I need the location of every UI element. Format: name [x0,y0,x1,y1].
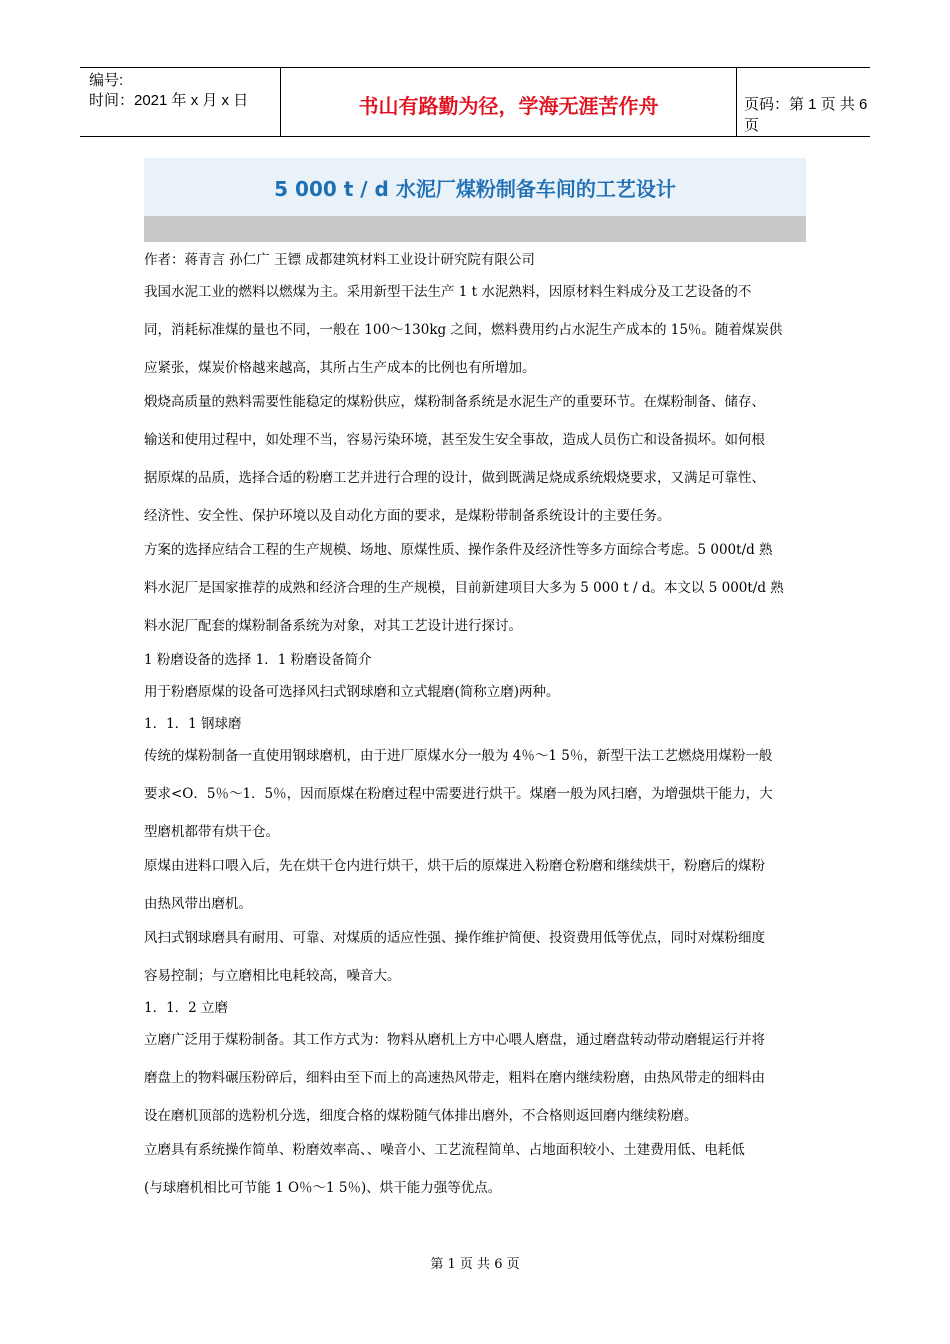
doc-time-label: 时间：2021 年 x 月 x 日 [89,92,249,109]
document-title: 5 000 t / d 水泥厂煤粉制备车间的工艺设计 [274,177,676,201]
body-line: 我国水泥工业的燃料以燃煤为主。采用新型干法生产 1 t 水泥熟料，因原材料生料成分及工艺设备的不 [144,284,752,300]
body-line: (与球磨机相比可节能 1 O％～1 5％)、烘干能力强等优点。 [144,1180,502,1196]
body-line: 1 粉磨设备的选择 1．1 粉磨设备简介 [144,652,372,668]
body-line: 立磨具有系统操作简单、粉磨效率高、、噪音小、工艺流程简单、占地面积较小、土建费用低、电耗低 [144,1142,745,1158]
body-line: 设在磨机顶部的选粉机分选，细度合格的煤粉随气体排出磨外，不合格则返回磨内继续粉磨。 [144,1108,698,1124]
body-line: 料水泥厂是国家推荐的成熟和经济合理的生产规模，目前新建项目大多为 5 000 t / d。本文以 5 000t/d 熟 [144,580,784,596]
header-motto-cell [280,68,737,136]
header-bottom-rule [80,136,870,137]
body-line: 传统的煤粉制备一直使用钢球磨机，由于进厂原煤水分一般为 4％～1 5％，新型干法工艺燃烧用煤粉一般 [144,748,773,764]
body-line: 由热风带出磨机。 [144,896,252,912]
body-line: 1．1．2 立磨 [144,1000,229,1016]
title-gray-bar [144,216,806,242]
body-line: 应紧张，煤炭价格越来越高，其所占生产成本的比例也有所增加。 [144,360,536,376]
header-page-cell [736,68,870,136]
body-line: 立磨广泛用于煤粉制备。其工作方式为：物料从磨机上方中心喂人磨盘，通过磨盘转动带动磨辊运行并将 [144,1032,765,1048]
body-line: 磨盘上的物料碾压粉碎后，细料由至下而上的高速热风带走，粗料在磨内继续粉磨，由热风带走的细料由 [144,1070,765,1086]
header-left-cell [80,68,280,136]
body-line: 经济性、安全性、保护环境以及自动化方面的要求，是煤粉带制备系统设计的主要任务。 [144,508,671,524]
author-line: 作者：蒋青言 孙仁广 王镖 成都建筑材料工业设计研究院有限公司 [144,252,535,268]
motto-text: 书山有路勤为径，学海无涯苦作舟 [358,94,659,118]
body-line: 料水泥厂配套的煤粉制备系统为对象，对其工艺设计进行探讨。 [144,618,522,634]
body-line: 1．1．1 钢球磨 [144,716,242,732]
body-line: 风扫式钢球磨具有耐用、可靠、对煤质的适应性强、操作维护简便、投资费用低等优点，同时对煤粉细度 [144,930,765,946]
body-line: 原煤由进料口喂入后，先在烘干仓内进行烘干，烘干后的原煤进入粉磨仓粉磨和继续烘干，粉磨后的煤粉 [144,858,765,874]
body-line: 用于粉磨原煤的设备可选择风扫式钢球磨和立式辊磨(简称立磨)两种。 [144,684,560,700]
body-line: 据原煤的品质，选择合适的粉磨工艺并进行合理的设计，做到既满足烧成系统煅烧要求，又满足可靠性、 [144,470,765,486]
body-line: 容易控制；与立磨相比电耗较高，噪音大。 [144,968,401,984]
body-line: 同，消耗标准煤的量也不同，一般在 100～130kg 之间，燃料费用约占水泥生产成本的 15％。随着煤炭供 [144,322,783,338]
body-line: 方案的选择应结合工程的生产规模、场地、原煤性质、操作条件及经济性等多方面综合考虑。5 000t/d 熟 [144,542,773,558]
doc-code-label: 编号: [89,72,124,89]
page-code-text: 页码：第 1 页 共 6 页 [744,96,868,134]
body-line: 要求<O．5％～1．5％，因而原煤在粉磨过程中需要进行烘干。煤磨一般为风扫磨，为增强烘干能力，大 [144,786,773,802]
body-line: 输送和使用过程中，如处理不当，容易污染环境，甚至发生安全事故，造成人员伤亡和设备损坏。如何根 [144,432,765,448]
header-table [80,68,870,136]
page-footer: 第 1 页 共 6 页 [430,1257,520,1272]
body-line: 煅烧高质量的熟料需要性能稳定的煤粉供应，煤粉制备系统是水泥生产的重要环节。在煤粉制备、储存、 [144,394,765,410]
body-line: 型磨机都带有烘干仓。 [144,824,279,840]
title-band [144,158,806,216]
